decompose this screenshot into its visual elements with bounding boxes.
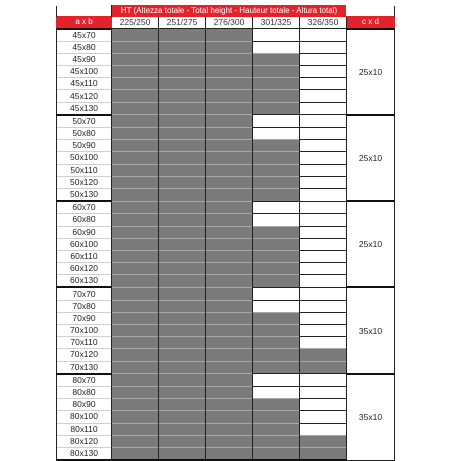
size-ab-cell: 60x110	[57, 250, 112, 262]
available-cell	[206, 312, 253, 324]
table-row	[57, 41, 395, 53]
available-cell	[206, 325, 253, 337]
available-cell	[300, 361, 347, 374]
unavailable-cell	[300, 386, 347, 398]
available-cell	[112, 188, 159, 201]
unavailable-cell	[300, 53, 347, 65]
size-ab-cell: 70x90	[57, 312, 112, 324]
unavailable-cell	[253, 41, 300, 53]
unavailable-cell	[300, 29, 347, 42]
unavailable-cell	[300, 263, 347, 275]
available-cell	[253, 399, 300, 411]
size-ab-cell: 60x120	[57, 263, 112, 275]
table-row	[57, 53, 395, 65]
unavailable-cell	[300, 90, 347, 102]
available-cell	[206, 300, 253, 312]
available-cell	[112, 152, 159, 164]
table-row	[57, 399, 395, 411]
unavailable-cell	[253, 214, 300, 226]
corner-blank	[57, 6, 112, 17]
table-row	[57, 374, 395, 387]
available-cell	[300, 349, 347, 361]
available-cell	[253, 226, 300, 238]
available-cell	[253, 423, 300, 435]
available-cell	[253, 411, 300, 423]
available-cell	[112, 164, 159, 176]
table-row	[57, 275, 395, 288]
available-cell	[159, 53, 206, 65]
available-cell	[206, 250, 253, 262]
available-cell	[159, 399, 206, 411]
available-cell	[159, 29, 206, 42]
unavailable-cell	[300, 250, 347, 262]
available-cell	[112, 361, 159, 374]
ht-range-header: 326/350	[300, 17, 347, 29]
available-cell	[159, 386, 206, 398]
available-cell	[159, 214, 206, 226]
size-ab-cell: 45x120	[57, 90, 112, 102]
unavailable-cell	[300, 238, 347, 250]
unavailable-cell	[253, 374, 300, 387]
table-row	[57, 164, 395, 176]
available-cell	[206, 447, 253, 460]
available-cell	[206, 411, 253, 423]
table-row	[57, 300, 395, 312]
available-cell	[112, 312, 159, 324]
size-ab-cell: 70x110	[57, 337, 112, 349]
unavailable-cell	[300, 78, 347, 90]
available-cell	[159, 140, 206, 152]
available-cell	[206, 53, 253, 65]
size-ab-cell: 50x130	[57, 188, 112, 201]
available-cell	[159, 90, 206, 102]
size-ab-cell: 45x130	[57, 102, 112, 115]
table-row	[57, 287, 395, 300]
available-cell	[206, 287, 253, 300]
unavailable-cell	[300, 312, 347, 324]
table-row	[57, 188, 395, 201]
available-cell	[159, 287, 206, 300]
size-ab-cell: 60x130	[57, 275, 112, 288]
available-cell	[206, 164, 253, 176]
available-cell	[159, 115, 206, 128]
available-cell	[112, 115, 159, 128]
size-ab-cell: 60x100	[57, 238, 112, 250]
available-cell	[159, 275, 206, 288]
available-cell	[206, 361, 253, 374]
available-cell	[159, 226, 206, 238]
available-cell	[112, 411, 159, 423]
available-cell	[206, 66, 253, 78]
available-cell	[159, 201, 206, 214]
table-row	[57, 447, 395, 460]
available-cell	[159, 349, 206, 361]
size-ab-cell: 50x70	[57, 115, 112, 128]
available-cell	[206, 337, 253, 349]
size-ab-cell: 70x100	[57, 325, 112, 337]
unavailable-cell	[253, 115, 300, 128]
available-cell	[112, 300, 159, 312]
available-cell	[253, 435, 300, 447]
available-cell	[206, 386, 253, 398]
unavailable-cell	[300, 140, 347, 152]
corner-blank-right	[347, 6, 395, 17]
available-cell	[112, 238, 159, 250]
size-ab-cell: 80x90	[57, 399, 112, 411]
size-cd-cell: 25x10	[347, 29, 395, 115]
available-cell	[206, 102, 253, 115]
size-ab-cell: 50x90	[57, 140, 112, 152]
available-cell	[159, 250, 206, 262]
size-ab-cell: 45x100	[57, 66, 112, 78]
size-ab-cell: 50x100	[57, 152, 112, 164]
available-cell	[159, 325, 206, 337]
available-cell	[159, 447, 206, 460]
available-cell	[300, 447, 347, 460]
available-cell	[253, 349, 300, 361]
available-cell	[112, 53, 159, 65]
table-row	[57, 152, 395, 164]
table-row	[57, 386, 395, 398]
size-ab-cell: 70x80	[57, 300, 112, 312]
table-row	[57, 66, 395, 78]
available-cell	[206, 214, 253, 226]
ht-range-header: 301/325	[253, 17, 300, 29]
unavailable-cell	[300, 423, 347, 435]
unavailable-cell	[253, 201, 300, 214]
unavailable-cell	[300, 325, 347, 337]
available-cell	[112, 386, 159, 398]
available-cell	[112, 66, 159, 78]
available-cell	[159, 312, 206, 324]
size-ab-cell: 45x110	[57, 78, 112, 90]
available-cell	[206, 176, 253, 188]
size-ab-cell: 80x100	[57, 411, 112, 423]
available-cell	[206, 435, 253, 447]
available-cell	[159, 128, 206, 140]
available-cell	[206, 201, 253, 214]
unavailable-cell	[300, 399, 347, 411]
available-cell	[253, 312, 300, 324]
available-cell	[206, 29, 253, 42]
unavailable-cell	[253, 287, 300, 300]
available-cell	[112, 399, 159, 411]
available-cell	[206, 128, 253, 140]
available-cell	[112, 140, 159, 152]
unavailable-cell	[300, 226, 347, 238]
unavailable-cell	[300, 337, 347, 349]
unavailable-cell	[300, 66, 347, 78]
size-ab-cell: 50x110	[57, 164, 112, 176]
available-cell	[159, 435, 206, 447]
available-cell	[112, 29, 159, 42]
unavailable-cell	[253, 386, 300, 398]
table-row	[57, 201, 395, 214]
size-ab-cell: 80x80	[57, 386, 112, 398]
table-row	[57, 90, 395, 102]
size-ab-cell: 50x120	[57, 176, 112, 188]
available-cell	[112, 78, 159, 90]
available-cell	[112, 287, 159, 300]
ht-range-header: 225/250	[112, 17, 159, 29]
table-row	[57, 361, 395, 374]
size-ab-cell: 50x80	[57, 128, 112, 140]
available-cell	[159, 41, 206, 53]
unavailable-cell	[300, 176, 347, 188]
table-row	[57, 349, 395, 361]
size-ab-cell: 60x70	[57, 201, 112, 214]
header-row-bottom	[57, 17, 395, 29]
size-ab-cell: 70x130	[57, 361, 112, 374]
size-availability-table	[56, 5, 395, 461]
available-cell	[159, 176, 206, 188]
available-cell	[206, 115, 253, 128]
size-ab-cell: 80x70	[57, 374, 112, 387]
unavailable-cell	[300, 287, 347, 300]
unavailable-cell	[253, 300, 300, 312]
unavailable-cell	[300, 115, 347, 128]
available-cell	[112, 435, 159, 447]
table-row	[57, 140, 395, 152]
available-cell	[159, 411, 206, 423]
size-cd-cell: 25x10	[347, 201, 395, 287]
unavailable-cell	[300, 411, 347, 423]
size-cd-cell: 25x10	[347, 115, 395, 201]
unavailable-cell	[300, 374, 347, 387]
size-availability-sheet	[56, 5, 394, 461]
available-cell	[112, 275, 159, 288]
size-ab-cell: 80x120	[57, 435, 112, 447]
available-cell	[206, 140, 253, 152]
available-cell	[159, 102, 206, 115]
available-cell	[112, 176, 159, 188]
size-ab-cell: 45x90	[57, 53, 112, 65]
table-body	[57, 29, 395, 461]
size-cd-cell: 35x10	[347, 287, 395, 373]
available-cell	[159, 361, 206, 374]
available-cell	[159, 152, 206, 164]
size-ab-cell: 70x120	[57, 349, 112, 361]
available-cell	[253, 361, 300, 374]
available-cell	[253, 102, 300, 115]
available-cell	[253, 164, 300, 176]
available-cell	[112, 102, 159, 115]
ht-header: HT (Altezza totale - Total height - Hauteur totale - Altura total)	[112, 6, 347, 17]
header-row-top	[57, 6, 395, 17]
available-cell	[206, 349, 253, 361]
available-cell	[159, 238, 206, 250]
available-cell	[253, 140, 300, 152]
available-cell	[206, 238, 253, 250]
available-cell	[112, 423, 159, 435]
unavailable-cell	[300, 188, 347, 201]
available-cell	[253, 325, 300, 337]
unavailable-cell	[300, 41, 347, 53]
available-cell	[253, 78, 300, 90]
available-cell	[112, 263, 159, 275]
table-row	[57, 78, 395, 90]
ht-range-header: 251/275	[159, 17, 206, 29]
available-cell	[206, 90, 253, 102]
available-cell	[253, 337, 300, 349]
available-cell	[112, 128, 159, 140]
table-row	[57, 312, 395, 324]
table-row	[57, 176, 395, 188]
table-row	[57, 250, 395, 262]
size-cd-cell: 35x10	[347, 374, 395, 460]
available-cell	[112, 214, 159, 226]
available-cell	[253, 250, 300, 262]
available-cell	[253, 66, 300, 78]
unavailable-cell	[300, 102, 347, 115]
available-cell	[206, 374, 253, 387]
table-row	[57, 115, 395, 128]
available-cell	[159, 374, 206, 387]
available-cell	[206, 263, 253, 275]
available-cell	[112, 250, 159, 262]
available-cell	[206, 188, 253, 201]
table-row	[57, 263, 395, 275]
available-cell	[206, 152, 253, 164]
available-cell	[206, 226, 253, 238]
ht-range-header: 276/300	[206, 17, 253, 29]
table-row	[57, 435, 395, 447]
table-row	[57, 238, 395, 250]
table-row	[57, 423, 395, 435]
table-row	[57, 128, 395, 140]
table-row	[57, 102, 395, 115]
table-row	[57, 214, 395, 226]
available-cell	[112, 337, 159, 349]
table-row	[57, 226, 395, 238]
available-cell	[253, 238, 300, 250]
unavailable-cell	[300, 128, 347, 140]
unavailable-cell	[300, 164, 347, 176]
unavailable-cell	[253, 128, 300, 140]
available-cell	[206, 41, 253, 53]
table-row	[57, 337, 395, 349]
unavailable-cell	[300, 300, 347, 312]
size-ab-cell: 45x80	[57, 41, 112, 53]
size-ab-cell: 45x70	[57, 29, 112, 42]
available-cell	[112, 201, 159, 214]
available-cell	[112, 447, 159, 460]
size-ab-cell: 60x90	[57, 226, 112, 238]
available-cell	[159, 66, 206, 78]
available-cell	[253, 152, 300, 164]
available-cell	[253, 53, 300, 65]
unavailable-cell	[300, 152, 347, 164]
unavailable-cell	[300, 275, 347, 288]
available-cell	[159, 78, 206, 90]
available-cell	[253, 447, 300, 460]
available-cell	[112, 90, 159, 102]
unavailable-cell	[253, 29, 300, 42]
unavailable-cell	[300, 201, 347, 214]
available-cell	[206, 78, 253, 90]
table-row	[57, 411, 395, 423]
size-ab-cell: 80x130	[57, 447, 112, 460]
available-cell	[206, 399, 253, 411]
size-ab-cell: 60x80	[57, 214, 112, 226]
available-cell	[159, 337, 206, 349]
available-cell	[112, 226, 159, 238]
cd-header: c x d	[347, 17, 395, 29]
available-cell	[253, 90, 300, 102]
available-cell	[112, 325, 159, 337]
available-cell	[253, 275, 300, 288]
available-cell	[253, 188, 300, 201]
available-cell	[300, 435, 347, 447]
available-cell	[112, 374, 159, 387]
size-ab-cell: 70x70	[57, 287, 112, 300]
table-row	[57, 325, 395, 337]
available-cell	[159, 188, 206, 201]
available-cell	[206, 275, 253, 288]
unavailable-cell	[300, 214, 347, 226]
available-cell	[159, 423, 206, 435]
available-cell	[112, 349, 159, 361]
ab-header: a x b	[57, 17, 112, 29]
size-ab-cell: 80x110	[57, 423, 112, 435]
table-row	[57, 29, 395, 42]
available-cell	[206, 423, 253, 435]
available-cell	[253, 176, 300, 188]
available-cell	[159, 164, 206, 176]
available-cell	[159, 300, 206, 312]
available-cell	[159, 263, 206, 275]
available-cell	[112, 41, 159, 53]
available-cell	[253, 263, 300, 275]
